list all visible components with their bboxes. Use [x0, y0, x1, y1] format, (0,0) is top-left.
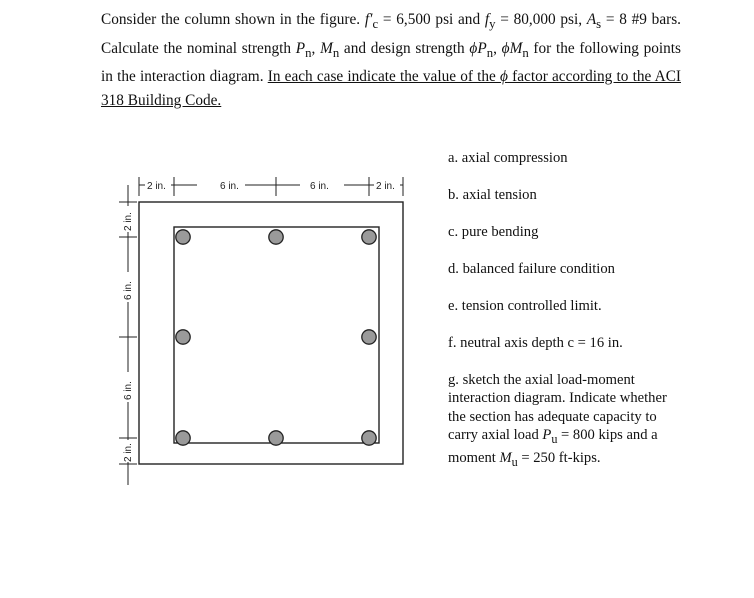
item-axial-tension: b. axial tension [448, 187, 537, 203]
fc-value: = 6,500 psi and [378, 11, 485, 28]
left-dim-4: 2 in. [123, 443, 134, 462]
phi-pn-symbol: P [477, 39, 487, 57]
phi-pn-subscript: n [486, 45, 494, 60]
pn-symbol: P [295, 39, 306, 57]
rebar [176, 230, 190, 244]
separator: , [311, 39, 321, 57]
fy-value: = 80,000 psi, [495, 11, 587, 28]
item-g-text-a: g. sketch the axial load-moment interaction diagram. Indicate whether the section has adequate capacity to carry axial load [448, 372, 667, 444]
calculate-text: Calculate the nominal strength [101, 39, 296, 57]
pu-symbol: P [542, 427, 552, 444]
item-axial-compression: a. axial compression [448, 150, 568, 166]
left-dim-3: 6 in. [123, 381, 134, 400]
item-pure-bending: c. pure bending [448, 224, 539, 240]
rebar [176, 431, 190, 445]
rebar [176, 330, 190, 344]
top-dim-1: 2 in. [147, 181, 166, 192]
item-neutral-axis: f. neutral axis depth c = 16 in. [448, 335, 623, 351]
design-strength-text: and design strength [339, 39, 470, 57]
item-g-text-b: = 800 kips and a moment [448, 427, 658, 466]
mn-symbol: M [320, 39, 333, 57]
points-text: for the following points in the interaction diagram. [101, 39, 681, 86]
item-g-text-c: = 250 ft-kips. [517, 449, 601, 466]
phi-symbol: ϕ [500, 68, 508, 86]
separator: , [493, 39, 502, 57]
item-tension-controlled: e. tension controlled limit. [448, 298, 602, 314]
top-dim-2: 6 in. [220, 181, 239, 192]
phi-mn-symbol: M [509, 39, 523, 57]
phi-symbol: ϕ [469, 39, 478, 57]
fy-symbol: f [484, 11, 490, 28]
top-dimension-line [139, 177, 403, 196]
aci-instruction-a: In each case indicate the value of the [267, 68, 501, 86]
rebar [362, 330, 376, 344]
tie-outline [174, 227, 379, 443]
rebar [269, 431, 283, 445]
rebar [269, 230, 283, 244]
rebar [362, 431, 376, 445]
phi-symbol: ϕ [501, 39, 510, 57]
intro-text: Consider the column shown in the figure. [101, 11, 365, 28]
pn-subscript: n [305, 45, 312, 60]
mu-subscript: u [511, 454, 518, 469]
rebar [362, 230, 376, 244]
fy-subscript: y [489, 17, 496, 32]
as-symbol: A [586, 11, 597, 28]
phi-mn-subscript: n [522, 45, 529, 60]
left-dim-1: 2 in. [123, 212, 134, 231]
fc-subscript: c [372, 17, 379, 32]
mu-symbol: M [499, 449, 512, 466]
item-interaction-diagram [448, 371, 673, 471]
as-value: = 8 #9 bars. [601, 11, 681, 28]
pu-subscript: u [551, 432, 558, 447]
left-dim-2: 6 in. [123, 281, 134, 300]
top-dim-3: 6 in. [310, 181, 329, 192]
item-balanced-failure: d. balanced failure condition [448, 261, 615, 277]
top-dim-4: 2 in. [376, 181, 395, 192]
as-subscript: s [596, 17, 602, 32]
mn-subscript: n [332, 45, 340, 60]
fc-symbol: f′ [364, 11, 373, 28]
aci-instruction-b: factor according to the ACI 318 Building Code. [101, 68, 681, 109]
rebar-group [176, 230, 376, 445]
